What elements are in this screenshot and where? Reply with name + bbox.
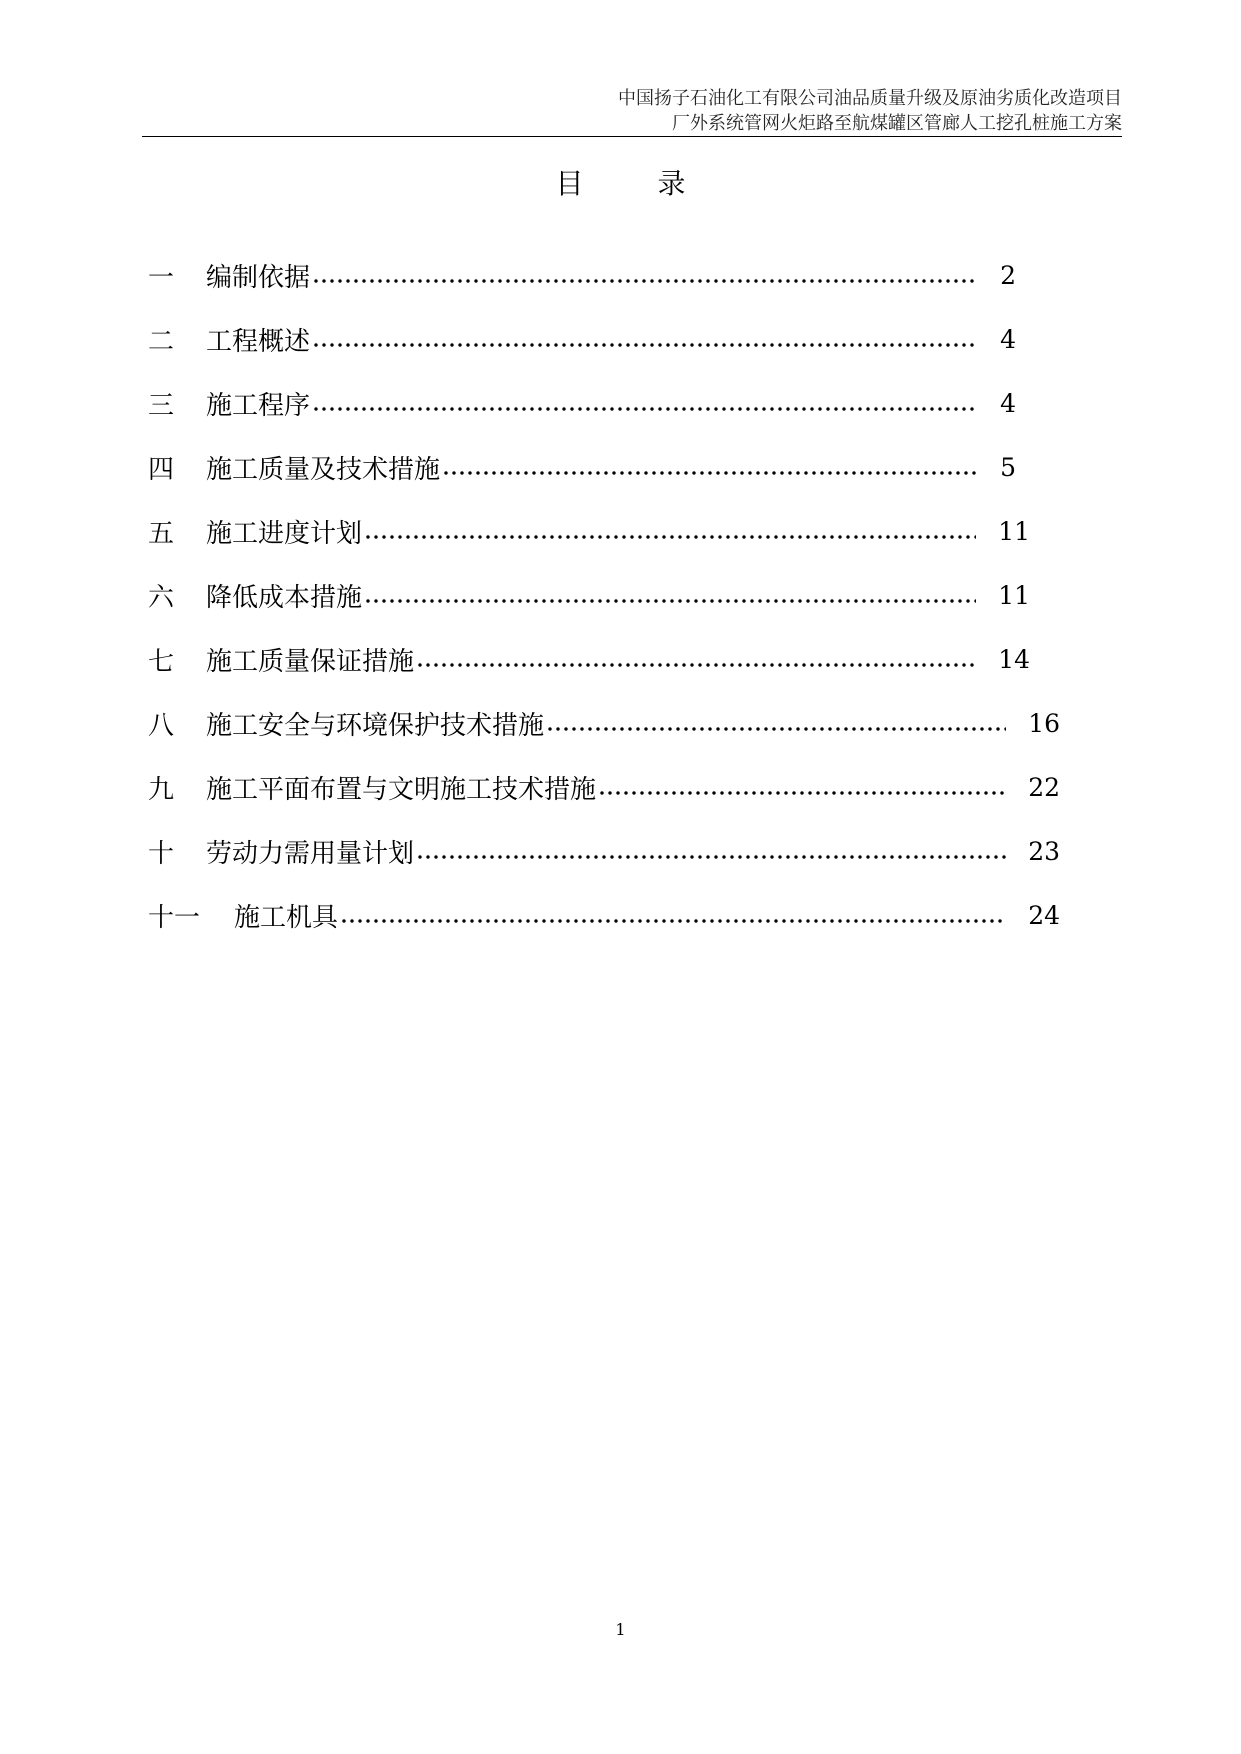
toc-entry-number: 五 bbox=[148, 518, 175, 549]
toc-entry-page: 11 bbox=[998, 580, 1030, 610]
toc-dot-leader bbox=[546, 703, 1006, 743]
toc-entry-10[interactable] bbox=[148, 831, 1060, 871]
toc-dot-leader bbox=[312, 383, 978, 423]
toc-entry-page: 4 bbox=[1000, 324, 1016, 354]
toc-entry-number: 八 bbox=[148, 710, 175, 741]
toc-dot-leader bbox=[364, 575, 976, 615]
toc-entry-page: 2 bbox=[1000, 260, 1016, 290]
toc-entry-2[interactable] bbox=[148, 319, 1016, 359]
page-header bbox=[142, 86, 1122, 136]
toc-entry-label: 施工进度计划 bbox=[206, 518, 363, 549]
toc-entry-label: 降低成本措施 bbox=[206, 582, 363, 613]
toc-dot-leader bbox=[416, 639, 976, 679]
toc-entry-page: 4 bbox=[1000, 388, 1016, 418]
toc-entry-6[interactable] bbox=[148, 575, 1030, 615]
page-number: 1 bbox=[615, 1620, 626, 1639]
toc-entry-page: 22 bbox=[1028, 772, 1060, 802]
toc-dot-leader bbox=[416, 831, 1006, 871]
header-line-1: 中国扬子石油化工有限公司油品质量升级及原油劣质化改造项目 bbox=[618, 88, 1122, 109]
toc-title: 目录 bbox=[555, 167, 760, 200]
toc-entry-11[interactable] bbox=[148, 895, 1060, 935]
toc-entry-label: 施工安全与环境保护技术措施 bbox=[206, 710, 545, 741]
toc-dot-leader bbox=[598, 767, 1006, 807]
toc-entry-label: 施工机具 bbox=[234, 902, 339, 933]
toc-entry-5[interactable] bbox=[148, 511, 1030, 551]
toc-entry-number: 一 bbox=[148, 262, 175, 293]
toc-entry-4[interactable] bbox=[148, 447, 1016, 487]
toc-entry-3[interactable] bbox=[148, 383, 1016, 423]
toc-entry-page: 14 bbox=[998, 644, 1030, 674]
toc-entry-page: 24 bbox=[1028, 900, 1060, 930]
toc-dot-leader bbox=[364, 511, 976, 551]
toc-entry-number: 十 bbox=[148, 838, 175, 869]
toc-entry-page: 16 bbox=[1028, 708, 1060, 738]
toc-dot-leader bbox=[340, 895, 1006, 935]
toc-dot-leader bbox=[442, 447, 978, 487]
toc-dot-leader bbox=[312, 319, 978, 359]
toc-entry-label: 施工质量及技术措施 bbox=[206, 454, 441, 485]
toc-entry-number: 七 bbox=[148, 646, 175, 677]
header-line-2: 厂外系统管网火炬路至航煤罐区管廊人工挖孔桩施工方案 bbox=[672, 113, 1122, 134]
toc-entry-number: 九 bbox=[148, 774, 175, 805]
toc-entry-label: 编制依据 bbox=[206, 262, 311, 293]
toc-entry-label: 施工程序 bbox=[206, 390, 311, 421]
toc-entry-page: 23 bbox=[1028, 836, 1060, 866]
toc-entry-7[interactable] bbox=[148, 639, 1030, 679]
toc-entry-page: 11 bbox=[998, 516, 1030, 546]
toc-entry-8[interactable] bbox=[148, 703, 1060, 743]
toc-entry-number: 二 bbox=[148, 326, 175, 357]
toc-entry-number: 六 bbox=[148, 582, 175, 613]
toc-entry-page: 5 bbox=[1000, 452, 1016, 482]
toc-entry-label: 施工质量保证措施 bbox=[206, 646, 415, 677]
toc-entry-number: 十一 bbox=[148, 902, 201, 933]
toc-entry-label: 劳动力需用量计划 bbox=[206, 838, 415, 869]
toc-entry-label: 施工平面布置与文明施工技术措施 bbox=[206, 774, 597, 805]
header-divider bbox=[142, 136, 1122, 137]
toc-entry-1[interactable] bbox=[148, 255, 1016, 295]
toc-entry-number: 三 bbox=[148, 390, 175, 421]
toc-entry-number: 四 bbox=[148, 454, 175, 485]
toc-dot-leader bbox=[312, 255, 978, 295]
toc-entry-9[interactable] bbox=[148, 767, 1060, 807]
toc-entry-label: 工程概述 bbox=[206, 326, 311, 357]
